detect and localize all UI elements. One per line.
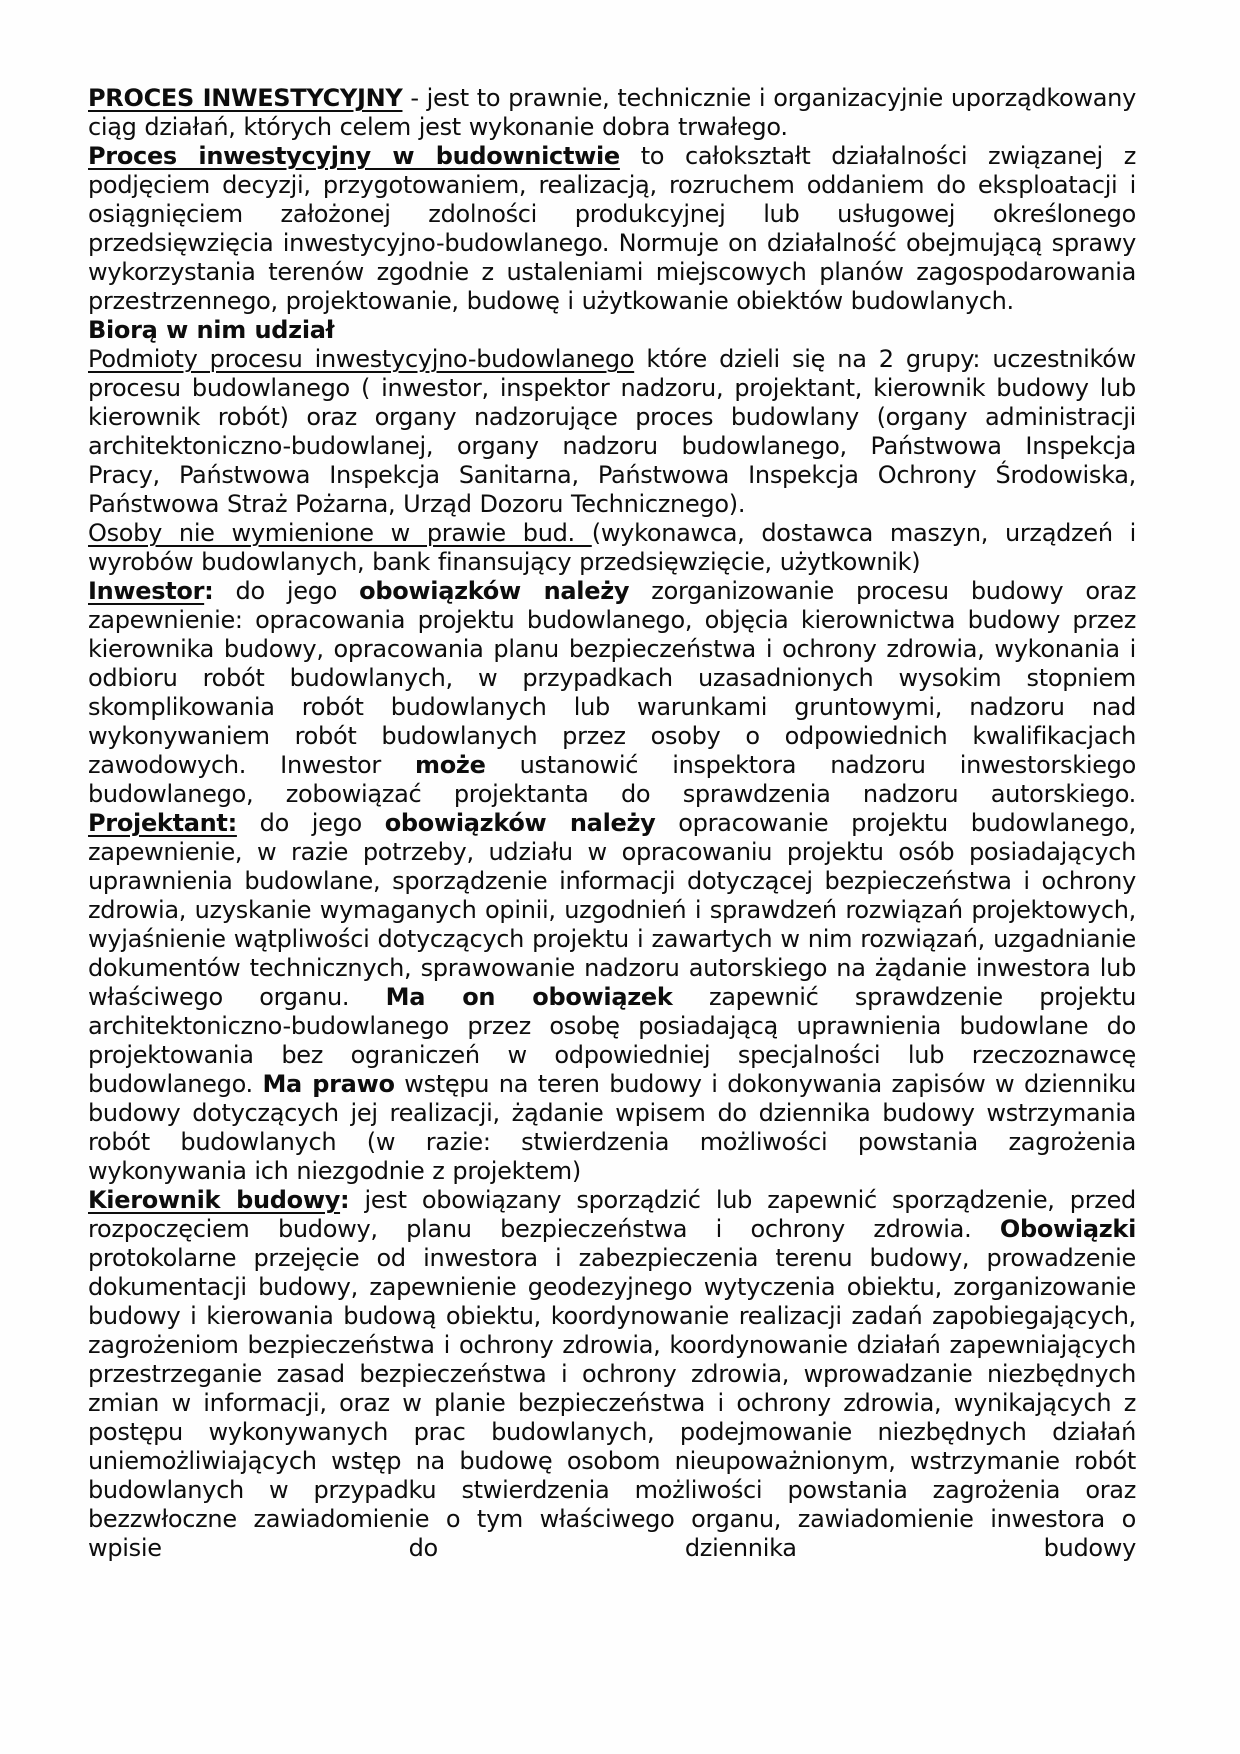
- text-run: zapewnić sprawdzenie projektu architektoniczno-budowlanego przez osobę posiadającą uprawnienia budowlane do projektowania bez ograniczeń w odpowiedniej specjalności lub rzeczoznawcę budowlanego.: [88, 983, 1137, 1098]
- text-run: Ma on obowiązek: [385, 983, 673, 1011]
- text-run: które dzieli się na 2 grupy: uczestników procesu budowlanego ( inwestor, inspektor nadzoru, projektant, kierownik budowy lub kierownik robót) oraz organy nadzorujące proces budowlany (organy administracji architektoniczno-budowlanej, organy nadzoru budowlanego, Państwowa Inspekcja Pracy, Państwowa Inspekcja Sanitarna, Państwowa Inspekcja Ochrony Środowiska, Państwowa Straż Pożarna, Urząd Dozoru Technicznego).: [88, 345, 1136, 518]
- text-run: opracowanie projektu budowlanego, zapewnienie, w razie potrzeby, udziału w opracowaniu projektu osób posiadających uprawnienia budowlane, sporządzenie informacji dotyczącej bezpieczeństwa i ochrony zdrowia, uzyskanie wymaganych opinii, uzgodnień i sprawdzeń rozwiązań projektowych, wyjaśnienie wątpliwości dotyczących projektu i zawartych w nim rozwiązań, uzgadnianie dokumentów technicznych, sprawowanie nadzoru autorskiego na żądanie inwestora lub właściwego organu.: [88, 809, 1136, 1011]
- text-run: Biorą w nim udział: [88, 316, 335, 344]
- text-run: Kierownik budowy: [88, 1186, 341, 1214]
- text-run: do jego: [213, 577, 360, 605]
- paragraph-kierownik-budowy: [88, 1186, 1136, 1563]
- text-run: obowiązków należy: [359, 577, 630, 605]
- text-run: może: [415, 751, 486, 779]
- text-run: Ma prawo: [262, 1070, 395, 1098]
- document-body: [88, 84, 1136, 1563]
- text-run: zorganizowanie procesu budowy oraz zapewnienie: opracowania projektu budowlanego, objęcia kierownictwa budowy przez kierownika budowy, opracowania planu bezpieczeństwa i ochrony zdrowia, wykonania i odbioru robót budowlanych, w przypadkach uzasadnionych wysokim stopniem skomplikowania robót budowlanych lub warunkami gruntowymi, nadzoru nad wykonywaniem robót budowlanych przez osoby o odpowiednich kwalifikacjach zawodowych. Inwestor: [88, 577, 1136, 779]
- text-run: ustanowić inspektora nadzoru inwestorskiego budowlanego, zobowiązać projektanta do sprawdzenia nadzoru autorskiego.: [88, 751, 1136, 808]
- text-run: jest obowiązany sporządzić lub zapewnić sporządzenie, przed rozpoczęciem budowy, planu bezpieczeństwa i ochrony zdrowia.: [88, 1186, 1136, 1243]
- text-run: Proces inwestycyjny w budownictwie: [88, 142, 620, 170]
- text-run: - jest to prawnie, technicznie i organizacyjnie uporządkowany ciąg działań, których celem jest wykonanie dobra trwałego.: [88, 84, 1136, 141]
- paragraph-proces-inwestycyjny-w-budownictwie: [88, 142, 1136, 316]
- text-run: obowiązków należy: [384, 809, 656, 837]
- text-run: PROCES INWESTYCYJNY: [88, 84, 403, 112]
- paragraph-inwestor: [88, 577, 1136, 809]
- text-run: to całokształt działalności związanej z podjęciem decyzji, przygotowaniem, realizacją, rozruchem oddaniem do eksploatacji i osiągnięciem założonej zdolności produkcyjnej lub usługowej określonego przedsięwzięcia inwestycyjno-budowlanego. Normuje on działalność obejmującą sprawy wykorzystania terenów zgodnie z ustaleniami miejscowych planów zagospodarowania przestrzennego, projektowanie, budowę i użytkowanie obiektów budowlanych.: [88, 142, 1136, 315]
- text-run: wstępu na teren budowy i dokonywania zapisów w dzienniku budowy dotyczących jej realizacji, żądanie wpisem do dziennika budowy wstrzymania robót budowlanych (w razie: stwierdzenia możliwości powstania zagrożenia wykonywania ich niezgodnie z projektem): [88, 1070, 1136, 1185]
- text-run: Inwestor: [88, 577, 205, 605]
- text-run: Osoby nie wymienione w prawie bud.: [88, 519, 592, 547]
- paragraph-definicja-proces-inwestycyjny: [88, 84, 1136, 142]
- paragraph-naglowek-biora-w-nim-udzial: [88, 316, 1136, 345]
- text-run: Projektant:: [88, 809, 237, 837]
- text-run: protokolarne przejęcie od inwestora i zabezpieczenia terenu budowy, prowadzenie dokumentacji budowy, zapewnienie geodezyjnego wytyczenia obiektu, zorganizowanie budowy i kierowania budową obiektu, koordynowanie realizacji zadań zapobiegających, zagrożeniom bezpieczeństwa i ochrony zdrowia, koordynowanie działań zapewniających przestrzeganie zasad bezpieczeństwa i ochrony zdrowia, wprowadzanie niezbędnych zmian w informacji, oraz w planie bezpieczeństwa i ochrony zdrowia, wynikających z postępu wykonywanych prac budowlanych, podejmowanie niezbędnych działań uniemożliwiających wstęp na budowę osobom nieupoważnionym, wstrzymanie robót budowlanych w przypadku stwierdzenia możliwości powstania zagrożenia oraz bezzwłoczne zawiadomienie o tym właściwego organu, zawiadomienie inwestora o wpisie do dziennika budowy: [88, 1244, 1136, 1562]
- paragraph-osoby-nie-wymienione: [88, 519, 1136, 577]
- text-run: :: [340, 1186, 350, 1214]
- text-run: Obowiązki: [999, 1215, 1136, 1243]
- text-run: (wykonawca, dostawca maszyn, urządzeń i wyrobów budowlanych, bank finansujący przedsięwzięcie, użytkownik): [88, 519, 1136, 576]
- paragraph-projektant: [88, 809, 1136, 1186]
- text-run: do jego: [236, 809, 385, 837]
- text-run: :: [204, 577, 214, 605]
- paragraph-podmioty-procesu: [88, 345, 1136, 519]
- text-run: Podmioty procesu inwestycyjno-budowlanego: [88, 345, 635, 373]
